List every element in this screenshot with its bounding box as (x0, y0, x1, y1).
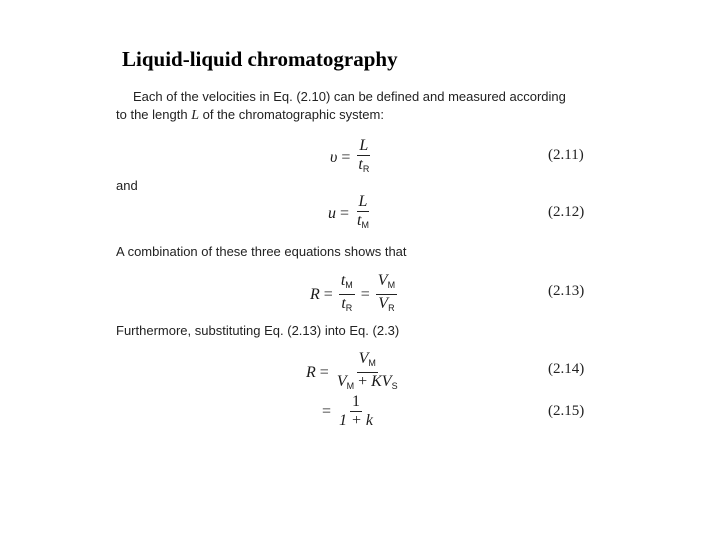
eq215-numerator: 1 (351, 393, 360, 410)
paragraph-combination: A combination of these three equations shows that (116, 244, 407, 259)
eq215-equals: = (322, 402, 332, 420)
paragraph-intro (116, 88, 566, 125)
eq214-denominator: $V_M + KV_S$ (336, 373, 398, 391)
eq214-numerator: $V_M$ (357, 351, 378, 373)
eq212-numerator: L (358, 193, 368, 210)
eq213-f2-denominator: $V_R$ (378, 295, 395, 313)
equation-2-13 (310, 273, 399, 316)
equation-2-11 (330, 138, 373, 177)
eq213-f1-denominator: $t_R$ (341, 295, 353, 313)
intro-line-2 (116, 106, 566, 125)
eq213-equals-2: = (360, 285, 370, 303)
intro-line-2-after: of the chromatographic system: (202, 107, 384, 122)
eq214-equals: = (319, 363, 329, 381)
eq211-equals: = (341, 148, 351, 166)
eq214-fraction (335, 351, 400, 394)
eq212-denominator: $t_M$ (357, 212, 369, 230)
eq213-f2-numerator: $V_M$ (376, 273, 397, 295)
eq214-lhs: R (306, 363, 316, 381)
paragraph-substituting: Furthermore, substituting Eq. (2.13) into Eq. (2.3) (116, 323, 400, 338)
equation-2-15 (318, 394, 377, 429)
eq-number-2-14: (2.14) (548, 361, 585, 377)
eq211-numerator: L (359, 137, 369, 154)
paragraph-and: and (116, 178, 138, 193)
eq212-equals: = (340, 204, 350, 222)
intro-line-2-before: to the length (116, 107, 188, 122)
equation-2-12 (328, 194, 373, 233)
length-variable: L (191, 108, 199, 123)
eq213-fraction-1 (339, 273, 355, 316)
eq211-denominator: $t_R$ (358, 156, 370, 174)
eq-number-2-13: (2.13) (548, 283, 585, 299)
eq215-denominator: 1 + k (339, 412, 373, 429)
page-title: Liquid-liquid chromatography (122, 47, 398, 71)
eq213-equals-1: = (323, 285, 333, 303)
eq-number-2-12: (2.12) (548, 204, 585, 220)
eq211-lhs: υ (330, 148, 338, 166)
eq-number-2-11: (2.11) (548, 147, 584, 163)
eq215-fraction (337, 394, 375, 429)
eq-number-2-15: (2.15) (548, 403, 585, 419)
eq213-lhs: R (310, 285, 320, 303)
eq213-fraction-2 (376, 273, 397, 316)
eq212-lhs: u (328, 204, 336, 222)
equation-2-14 (306, 351, 402, 394)
eq213-f1-numerator: $t_M$ (339, 273, 355, 295)
eq211-fraction (356, 138, 371, 177)
eq212-fraction (355, 194, 371, 233)
intro-line-1: Each of the velocities in Eq. (2.10) can be defined and measured according (133, 89, 566, 104)
